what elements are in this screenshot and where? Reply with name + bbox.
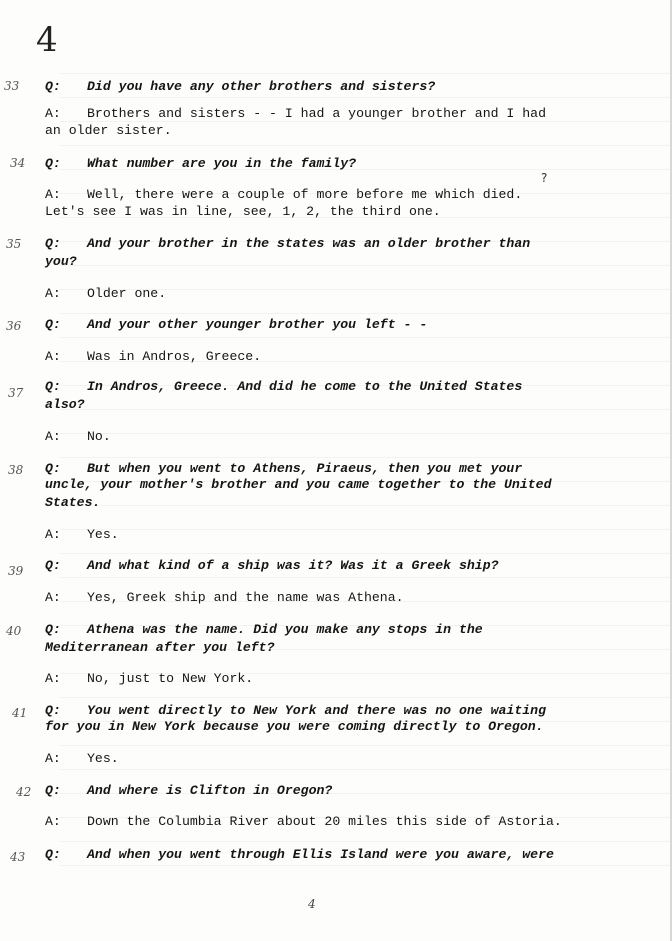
question-label: Q: — [45, 79, 61, 94]
question-line — [45, 253, 77, 270]
question-line — [45, 476, 551, 493]
answer-line — [45, 750, 119, 767]
handwritten-page-number: 4 — [36, 20, 58, 60]
question-label: Q: — [45, 379, 61, 394]
question-text: for you in New York because you were coming directly to Oregon. — [45, 719, 544, 734]
answer-line — [45, 526, 119, 543]
answer-text: Let's see I was in line, see, 1, 2, the third one. — [45, 204, 441, 219]
question-label: Q: — [45, 317, 61, 332]
answer-text: Yes. — [87, 527, 119, 542]
answer-line — [45, 813, 562, 830]
question-line — [45, 702, 546, 719]
question-line — [45, 494, 100, 511]
question-label: Q: — [45, 783, 61, 798]
question-text: But when you went to Athens, Piraeus, then you met your — [87, 461, 523, 476]
question-line — [45, 378, 522, 395]
margin-number: 35 — [6, 237, 22, 251]
answer-line — [45, 589, 404, 606]
answer-text: Brothers and sisters - - I had a younger brother and I had — [87, 106, 546, 121]
answer-text: Was in Andros, Greece. — [87, 349, 262, 364]
answer-text: Well, there were a couple of more before me which died. — [87, 187, 523, 202]
question-line — [45, 235, 530, 252]
question-line — [45, 155, 356, 172]
question-line — [45, 621, 483, 638]
answer-text: Older one. — [87, 286, 167, 301]
answer-text: No. — [87, 429, 111, 444]
answer-line — [45, 122, 172, 139]
answer-line — [45, 285, 166, 302]
question-text: Mediterranean after you left? — [45, 640, 275, 655]
question-label: Q: — [45, 461, 61, 476]
question-text: What number are you in the family? — [87, 156, 357, 171]
question-line — [45, 557, 499, 574]
question-label: Q: — [45, 236, 61, 251]
margin-number: 40 — [6, 624, 22, 638]
question-text: And your other younger brother you left - - — [87, 317, 428, 332]
question-text: Did you have any other brothers and sisters? — [87, 79, 436, 94]
question-text: You went directly to New York and there was no one waiting — [87, 703, 546, 718]
answer-line — [45, 186, 522, 203]
answer-text: Down the Columbia River about 20 miles this side of Astoria. — [87, 814, 562, 829]
answer-label: A: — [45, 814, 61, 829]
margin-number: 39 — [8, 564, 24, 578]
question-text: States. — [45, 495, 101, 510]
answer-label: A: — [45, 429, 61, 444]
question-text: Athena was the name. Did you make any stops in the — [87, 622, 483, 637]
question-text: And when you went through Ellis Island were you aware, were — [87, 847, 554, 862]
answer-line — [45, 670, 253, 687]
answer-label: A: — [45, 349, 61, 364]
answer-line — [45, 105, 546, 122]
answer-label: A: — [45, 187, 61, 202]
annotation-question-mark: ? — [541, 171, 548, 185]
question-line — [45, 316, 427, 333]
question-text: you? — [45, 254, 77, 269]
margin-number: 42 — [16, 785, 32, 799]
question-text: And where is Clifton in Oregon? — [87, 783, 333, 798]
question-line — [45, 718, 544, 735]
answer-text: Yes, Greek ship and the name was Athena. — [87, 590, 404, 605]
answer-label: A: — [45, 751, 61, 766]
margin-number: 37 — [8, 386, 24, 400]
question-text: uncle, your mother's brother and you came together to the United — [45, 477, 552, 492]
question-label: Q: — [45, 622, 61, 637]
margin-number: 36 — [6, 319, 22, 333]
question-label: Q: — [45, 156, 61, 171]
question-label: Q: — [45, 558, 61, 573]
question-text: And your brother in the states was an older brother than — [87, 236, 531, 251]
question-text: In Andros, Greece. And did he come to the United States — [87, 379, 523, 394]
question-line — [45, 782, 332, 799]
question-line — [45, 460, 522, 477]
answer-label: A: — [45, 671, 61, 686]
question-label: Q: — [45, 703, 61, 718]
answer-text: Yes. — [87, 751, 119, 766]
question-label: Q: — [45, 847, 61, 862]
question-line — [45, 78, 435, 95]
margin-number: 33 — [4, 79, 20, 93]
answer-label: A: — [45, 286, 61, 301]
margin-number: 38 — [8, 463, 24, 477]
answer-label: A: — [45, 106, 61, 121]
footer-page-number: 4 — [308, 897, 316, 911]
answer-text: an older sister. — [45, 123, 172, 138]
answer-label: A: — [45, 590, 61, 605]
margin-number: 41 — [12, 706, 28, 720]
answer-line — [45, 203, 441, 220]
question-line — [45, 639, 275, 656]
question-line — [45, 846, 554, 863]
answer-line — [45, 428, 111, 445]
answer-line — [45, 348, 261, 365]
question-text: And what kind of a ship was it? Was it a Greek ship? — [87, 558, 499, 573]
question-text: also? — [45, 397, 85, 412]
answer-text: No, just to New York. — [87, 671, 254, 686]
question-line — [45, 396, 85, 413]
margin-number: 43 — [10, 850, 26, 864]
answer-label: A: — [45, 527, 61, 542]
margin-number: 34 — [10, 156, 26, 170]
